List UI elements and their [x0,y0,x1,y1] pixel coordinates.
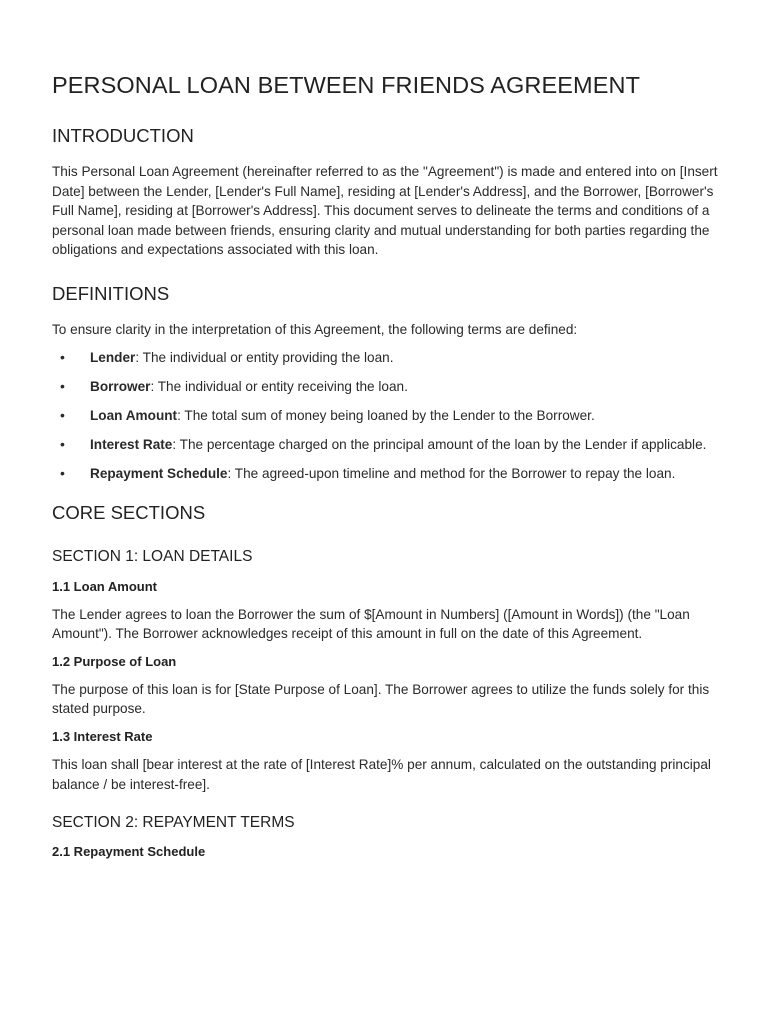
section-1-heading: SECTION 1: LOAN DETAILS [52,547,253,565]
definition-item-interest-rate [52,435,718,455]
definitions-intro: To ensure clarity in the interpretation of this Agreement, the following terms are defined: [52,321,578,337]
subsection-1-3-heading: 1.3 Interest Rate [52,728,153,744]
definition-text: : The percentage charged on the principal amount of the loan by the Lender if applicable. [172,436,707,452]
introduction-heading: INTRODUCTION [52,125,194,146]
document-title: PERSONAL LOAN BETWEEN FRIENDS AGREEMENT [52,72,641,98]
definition-text: : The individual or entity providing the loan. [135,349,394,365]
definitions-list [52,348,718,484]
subsection-1-2-paragraph: The purpose of this loan is for [State Purpose of Loan]. The Borrower agrees to utilize the funds solely for this stated purpose. [52,681,710,717]
definition-text: : The agreed-upon timeline and method for the Borrower to repay the loan. [227,465,676,481]
core-sections-heading: CORE SECTIONS [52,501,206,523]
definition-item-repayment-schedule [52,464,718,484]
subsection-1-1-paragraph: The Lender agrees to loan the Borrower the sum of $[Amount in Numbers] ([Amount in Words]) (the "Loan Amount"). The Borrower acknowledges receipt of this amount in full on the date of this Agreement. [52,606,690,642]
definition-item-loan-amount [52,406,718,426]
definition-item-lender [52,348,718,368]
subsection-2-1-heading: 2.1 Repayment Schedule [52,844,206,860]
definition-term: Repayment Schedule [90,465,228,481]
subsection-1-3-paragraph: This loan shall [bear interest at the rate of [Interest Rate]% per annum, calculated on the outstanding principal balance / be interest-free]. [52,756,711,792]
definition-item-borrower [52,377,718,397]
definition-text: : The total sum of money being loaned by the Lender to the Borrower. [177,407,595,423]
definitions-heading: DEFINITIONS [52,282,170,304]
definition-text: : The individual or entity receiving the loan. [150,378,408,394]
bullet-icon: • [60,377,65,394]
subsection-1-2-heading: 1.2 Purpose of Loan [52,653,177,669]
definition-term: Interest Rate [90,436,173,452]
section-2-heading: SECTION 2: REPAYMENT TERMS [52,814,295,832]
definition-term: Lender [90,349,136,365]
subsection-1-1-heading: 1.1 Loan Amount [52,578,157,594]
definition-term: Loan Amount [90,407,178,423]
bullet-icon: • [60,464,65,481]
bullet-icon: • [60,435,65,452]
definition-term: Borrower [90,378,151,394]
bullet-icon: • [60,348,65,365]
bullet-icon: • [60,406,65,423]
introduction-paragraph: This Personal Loan Agreement (hereinafter referred to as the "Agreement") is made and entered into on [Insert Date] between the Lender, [Lender's Full Name], residing at [Lender's Address], and the Borrower, [Borrower's Full Name], residing at [Borrower's Address]. This document serves to delineate the terms and conditions of a personal loan made between friends, ensuring clarity and mutual understanding for both parties regarding the obligations and expectations associated with this loan. [52,164,718,258]
